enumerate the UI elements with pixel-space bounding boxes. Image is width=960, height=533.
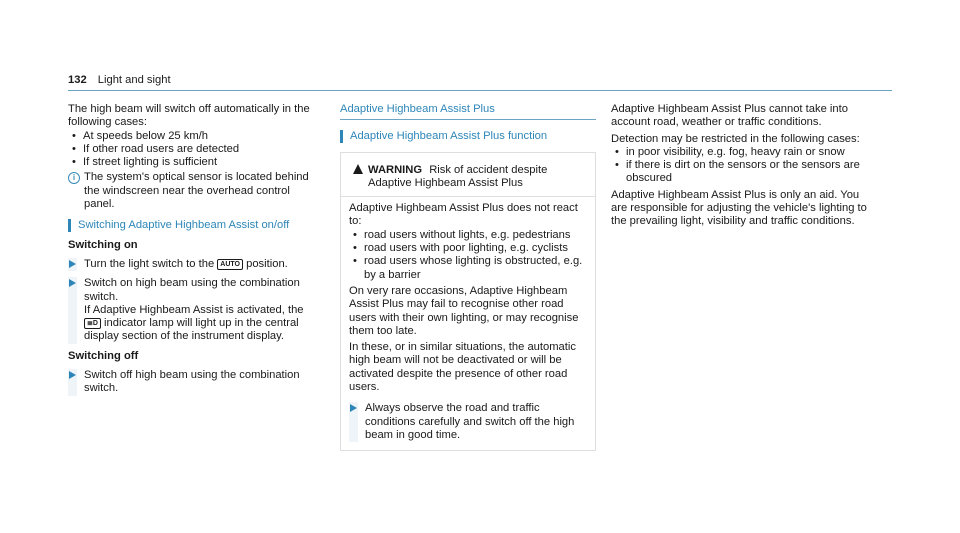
not-detected-list <box>349 229 587 282</box>
step-arrow-icon <box>69 260 76 268</box>
step-text: Turn the light switch to the <box>84 257 215 270</box>
step-arrow-icon <box>69 371 76 379</box>
note <box>68 171 322 211</box>
step-text: Switch off high beam using the combination switch. <box>84 369 300 395</box>
step-result <box>84 304 322 344</box>
list-item: • road users without lights, e.g. pedestrians <box>349 229 587 242</box>
step-text: indicator lamp will light up in the central display section of the instrument display. <box>84 317 299 343</box>
body-text: On very rare occasions, Adaptive Highbeam Assist Plus may fail to recognise other road users with their own lighting, or may recognise them too late. <box>349 284 579 337</box>
section-title-function: Adaptive Highbeam Assist Plus function <box>340 130 596 143</box>
step-light-switch <box>68 258 322 271</box>
list-item: • If street lighting is sufficient <box>68 156 322 169</box>
page-number: 132 <box>68 74 87 86</box>
auto-light-icon: AUTO <box>217 259 243 270</box>
column-middle <box>340 103 596 451</box>
list-item: • At speeds below 25 km/h <box>68 130 322 143</box>
list-item: • road users whose lighting is obstructed, e.g. by a barrier <box>349 255 587 282</box>
note-text: The system's optical sensor is located behind the windscreen near the overhead control panel. <box>84 171 309 211</box>
warning-title <box>349 164 587 191</box>
warning-box <box>340 152 596 452</box>
step-arrow-icon <box>69 279 76 287</box>
list-item: • road users with poor lighting, e.g. cyclists <box>349 242 587 255</box>
restriction-list <box>611 146 869 186</box>
step-high-beam-off <box>68 369 322 396</box>
step-text: Always observe the road and traffic conditions carefully and switch off the high beam in good time. <box>365 402 575 441</box>
divider <box>341 196 595 197</box>
chapter-title: Light and sight <box>97 74 171 86</box>
step-text: Switch on high beam using the combination switch. <box>84 277 300 303</box>
body-text: In these, or in similar situations, the automatic high beam will not be deactivated or will be activated despite the presence of other road users. <box>349 341 576 394</box>
step-arrow-icon <box>350 404 357 412</box>
switching-off-heading: Switching off <box>68 349 139 362</box>
step-text: If Adaptive Highbeam Assist is activated, the <box>84 303 304 316</box>
list-item: • If other road users are detected <box>68 143 322 156</box>
highbeam-assist-indicator-icon: ≣D <box>84 318 101 329</box>
auto-off-cases <box>68 130 322 170</box>
step-text: position. <box>246 257 288 270</box>
info-icon: i <box>68 172 80 184</box>
step-high-beam-on <box>68 277 322 343</box>
warning-label: WARNING <box>368 163 423 176</box>
main-heading: Adaptive Highbeam Assist Plus <box>340 103 596 120</box>
list-item: • if there is dirt on the sensors or the sensors are obscured <box>611 159 869 186</box>
body-text: Detection may be restricted in the following cases: <box>611 132 860 145</box>
body-text: Adaptive Highbeam Assist Plus cannot take into account road, weather or traffic conditions. <box>611 103 848 129</box>
warning-text: Risk of accident despite Adaptive Highbeam Assist Plus <box>368 163 548 189</box>
section-title-switching: Switching Adaptive Highbeam Assist on/off <box>68 219 322 232</box>
warning-triangle-icon <box>353 164 363 174</box>
intro-text: The high beam will switch off automatically in the following cases: <box>68 103 310 129</box>
switching-on-heading: Switching on <box>68 238 138 251</box>
header-rule <box>68 90 892 91</box>
list-item: • in poor visibility, e.g. fog, heavy rain or snow <box>611 146 869 159</box>
column-left <box>68 103 322 396</box>
column-right <box>611 103 869 229</box>
body-text: Adaptive Highbeam Assist Plus is only an aid. You are responsible for adjusting the vehicle's lighting to the prevailing light, visibility and traffic conditions. <box>611 188 867 228</box>
page-header <box>68 74 171 88</box>
step-observe-road <box>349 402 587 442</box>
body-text: Adaptive Highbeam Assist Plus does not react to: <box>349 202 578 228</box>
